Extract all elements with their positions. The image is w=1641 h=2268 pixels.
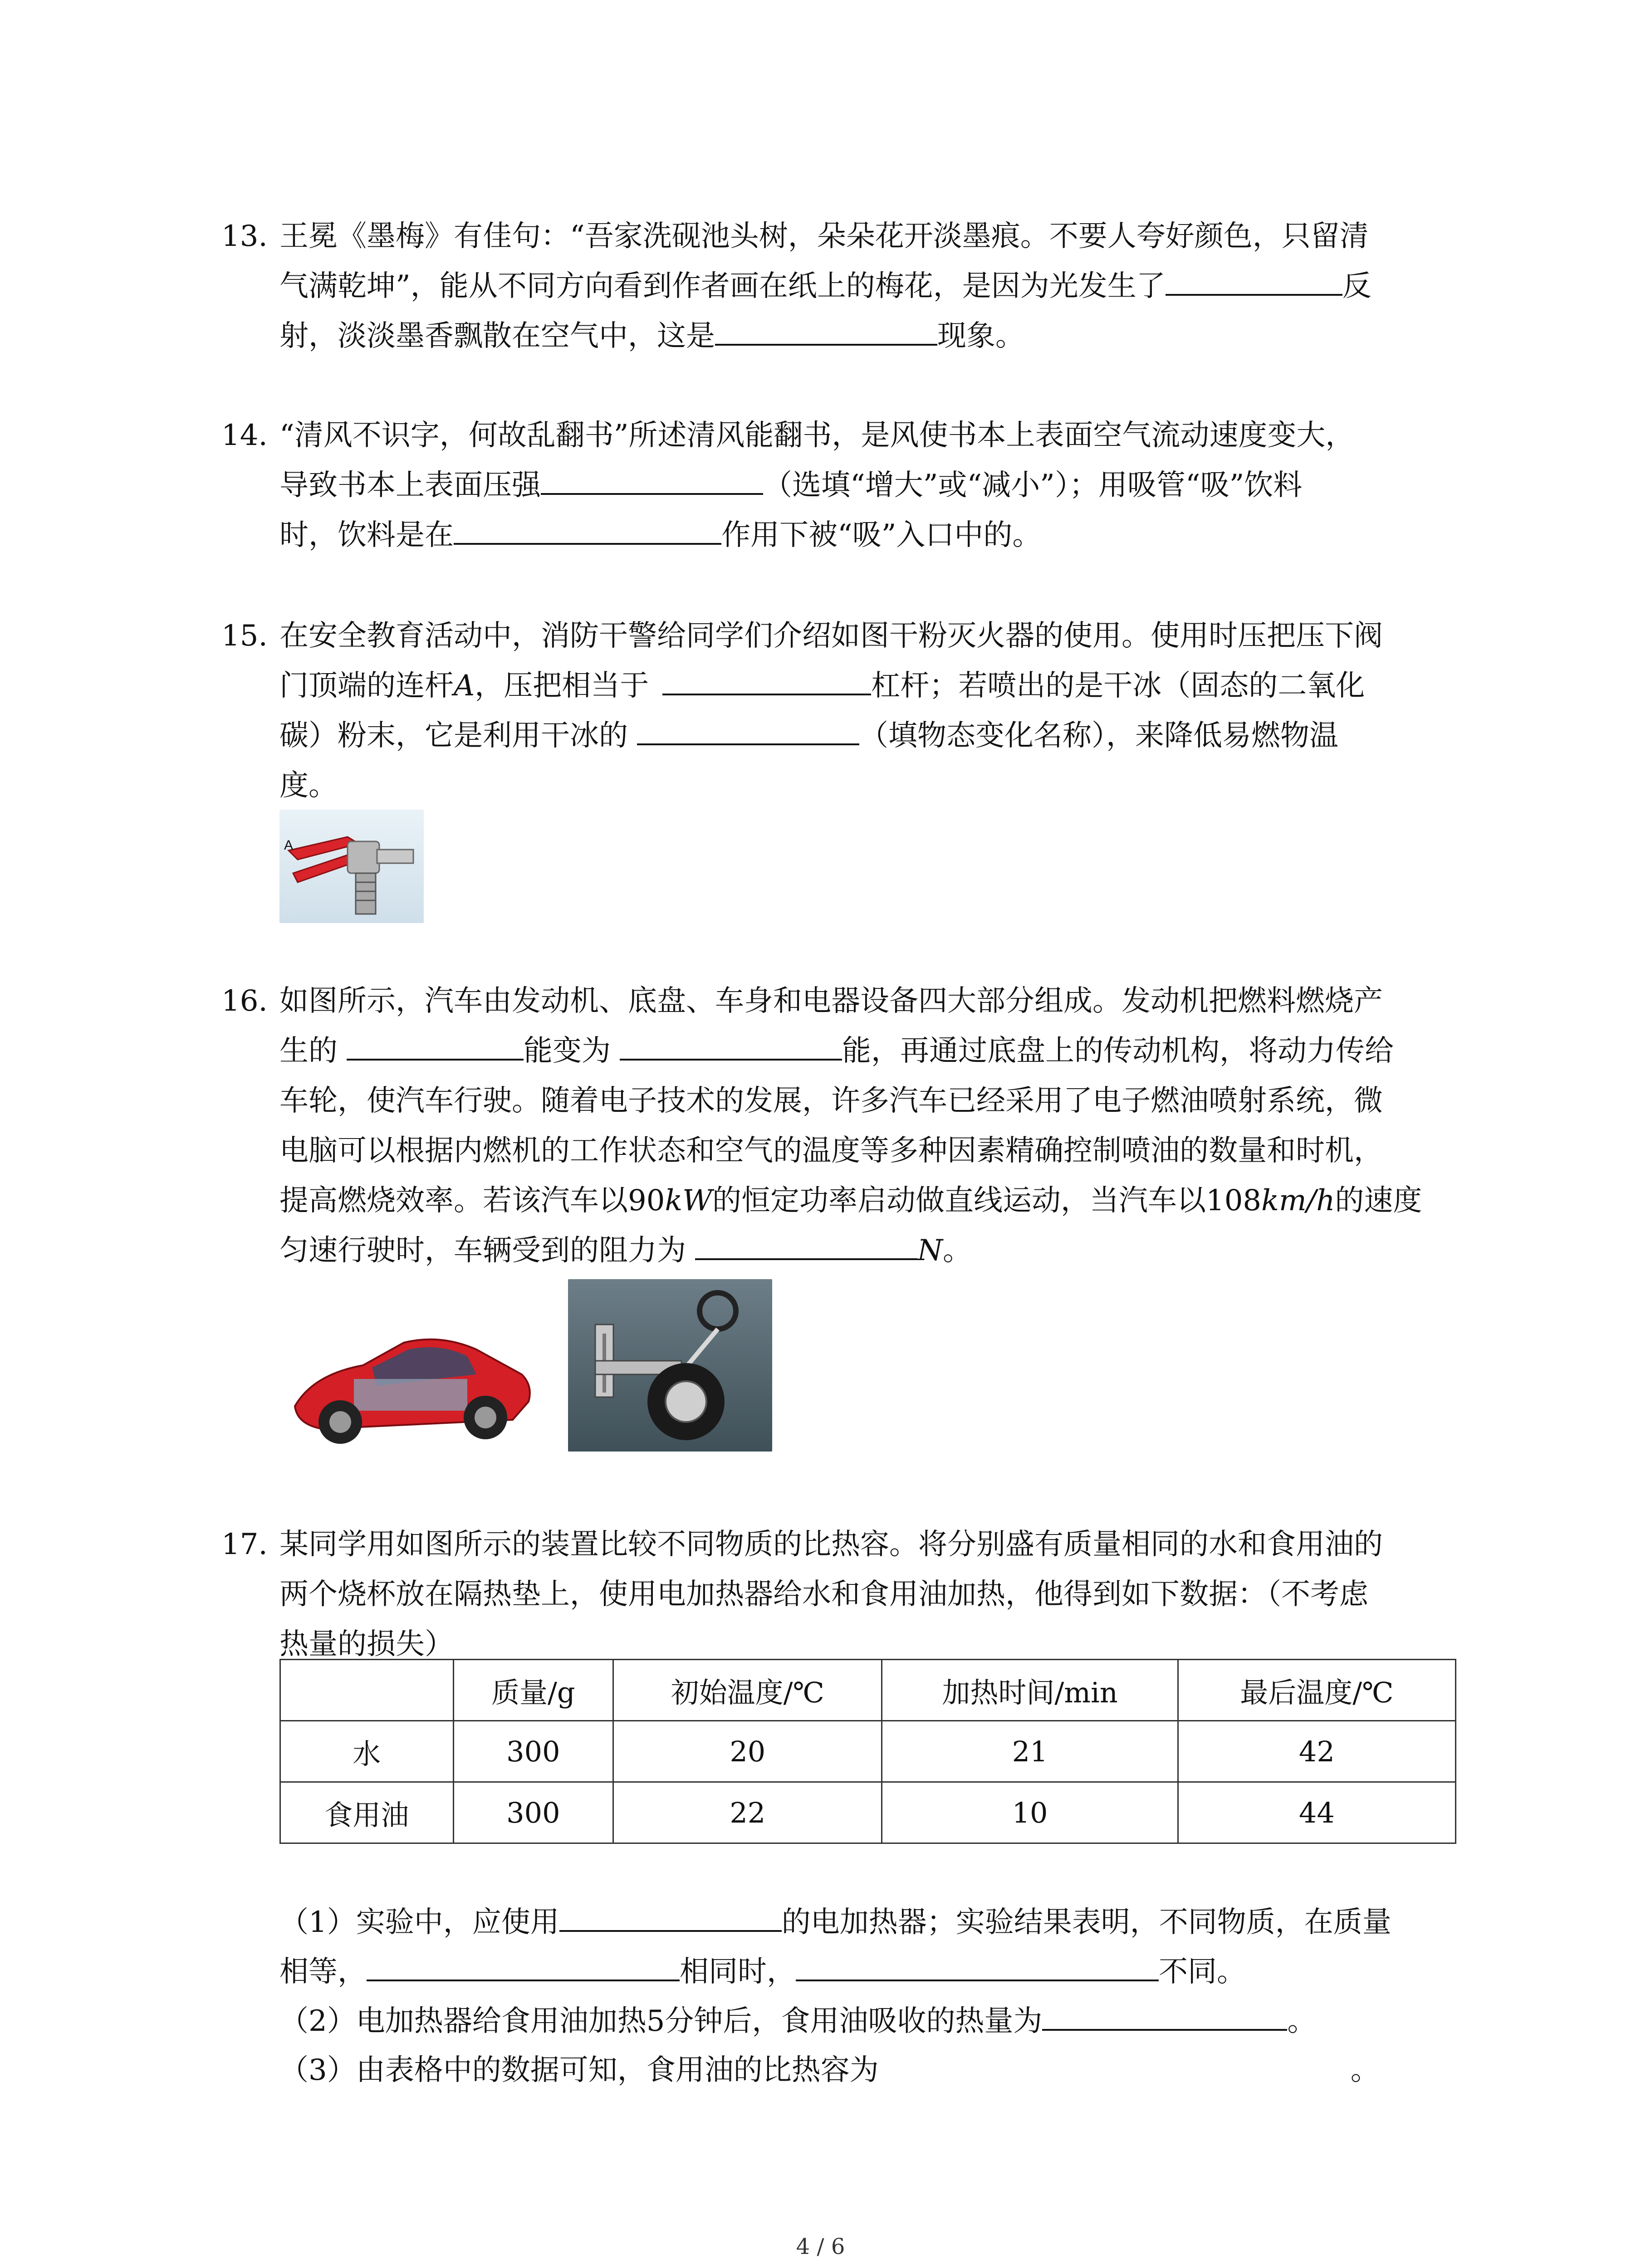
answer-blank[interactable] [347,1026,524,1061]
question-number: 16. [221,984,268,1018]
table-header-cell: 最后温度/℃ [1178,1660,1455,1721]
table-cell: 食用油 [280,1782,454,1843]
question-number: 14. [221,419,268,452]
question-text-line: 碳）粉末，它是利用干冰的 （填物态变化名称），来降低易燃物温 [279,711,1465,761]
answer-blank[interactable] [1166,261,1342,296]
table-cell: 10 [882,1782,1178,1843]
question-text-line: 气满乾坤”，能从不同方向看到作者画在纸上的梅花，是因为光发生了 反 [279,261,1465,311]
table-cell: 300 [453,1782,613,1843]
answer-blank[interactable] [662,661,871,695]
car-cutaway-image [286,1306,540,1456]
question-number: 17. [221,1528,268,1561]
table-cell: 300 [453,1721,613,1782]
answer-blank[interactable] [796,1947,1159,1981]
answer-blank[interactable] [1042,1996,1287,2031]
table-row [280,1782,1456,1843]
specific-heat-data-table [279,1659,1456,1844]
table-cell: 21 [882,1721,1178,1782]
sub-question-1 [279,1897,1459,2095]
table-header-cell: 初始温度/℃ [613,1660,882,1721]
question-text-line: 电脑可以根据内燃机的工作状态和空气的温度等多种因素精确控制喷油的数量和时机， [279,1134,1383,1168]
table-cell: 42 [1178,1721,1455,1782]
question-text-line: （1）实验中，应使用 的电加热器；实验结果表明，不同物质，在质量 [279,1897,1459,1947]
answer-blank[interactable] [879,2047,1351,2080]
table-cell: 44 [1178,1782,1455,1843]
question-text-line: 生的 能变为 能，再通过底盘上的传动机构，将动力传给 [279,1026,1465,1076]
question-text-line: 如图所示，汽车由发动机、底盘、车身和电器设备四大部分组成。发动机把燃料燃烧产 [279,984,1383,1018]
fire-extinguisher-valve-image [279,810,424,923]
table-row [280,1721,1456,1782]
question-number: 15. [221,619,268,653]
question-16 [221,976,1465,1276]
question-text-line: 度。 [279,769,338,802]
answer-blank[interactable] [367,1947,680,1981]
question-17 [221,1520,1465,1669]
page-number: 4 / 6 [796,2234,845,2259]
question-13 [221,211,1465,361]
table-header-row [280,1660,1456,1721]
table-header-cell: 加热时间/min [882,1660,1178,1721]
answer-blank[interactable] [620,1026,842,1061]
table-cell: 水 [280,1721,454,1782]
question-text-line: 两个烧杯放在隔热垫上，使用电加热器给水和食用油加热，他得到如下数据：（不考虑 [279,1578,1368,1611]
question-text-line: 相等， 相同时， 不同。 [279,1947,1459,1996]
question-text-line: “清风不识字，何故乱翻书”所述清风能翻书，是风使书本上表面空气流动速度变大， [279,419,1355,452]
answer-blank[interactable] [637,711,859,745]
answer-blank[interactable] [559,1897,782,1932]
question-text-line: 在安全教育活动中，消防干警给同学们介绍如图干粉灭火器的使用。使用时压把压下阀 [279,619,1383,653]
question-text-line: （3）由表格中的数据可知，食用油的比热容为 。 [279,2046,1459,2095]
answer-blank[interactable] [715,311,937,346]
question-number: 13. [221,220,268,253]
question-text-line: 热量的损失） [279,1628,454,1661]
question-text-line: 匀速行驶时，车辆受到的阻力为 N。 [279,1226,1465,1276]
question-text-line: 车轮，使汽车行驶。随着电子技术的发展，许多汽车已经采用了电子燃油喷射系统，微 [279,1084,1383,1118]
question-text-line: 时，饮料是在 作用下被“吸”入口中的。 [279,510,1465,560]
answer-blank[interactable] [541,460,763,495]
answer-blank[interactable] [454,510,721,545]
question-text-line: 王冕《墨梅》有佳句：“吾家洗砚池头树，朵朵花开淡墨痕。不要人夸好颜色，只留清 [279,220,1369,253]
answer-blank[interactable] [695,1226,917,1260]
question-text-line: 导致书本上表面压强 （选填“增大”或“减小”）；用吸管“吸”饮料 [279,460,1465,510]
question-text-line: 某同学用如图所示的装置比较不同物质的比热容。将分别盛有质量相同的水和食用油的 [279,1528,1383,1561]
car-chassis-image [568,1279,772,1452]
question-14 [221,411,1465,560]
question-text-line: 门顶端的连杆A，压把相当于 杠杆；若喷出的是干冰（固态的二氧化 [279,661,1465,711]
table-header-cell [280,1660,454,1721]
question-text-line: 提高燃烧效率。若该汽车以90kW的恒定功率启动做直线运动，当汽车以108km/h的速度 [279,1184,1422,1217]
question-text-line: 射，淡淡墨香飘散在空气中，这是 现象。 [279,311,1465,361]
table-cell: 22 [613,1782,882,1843]
question-text-line: （2）电加热器给食用油加热5分钟后，食用油吸收的热量为 。 [279,1996,1459,2046]
table-cell: 20 [613,1721,882,1782]
question-15 [221,611,1465,811]
table-header-cell: 质量/g [453,1660,613,1721]
image-label-a: A [284,838,294,853]
